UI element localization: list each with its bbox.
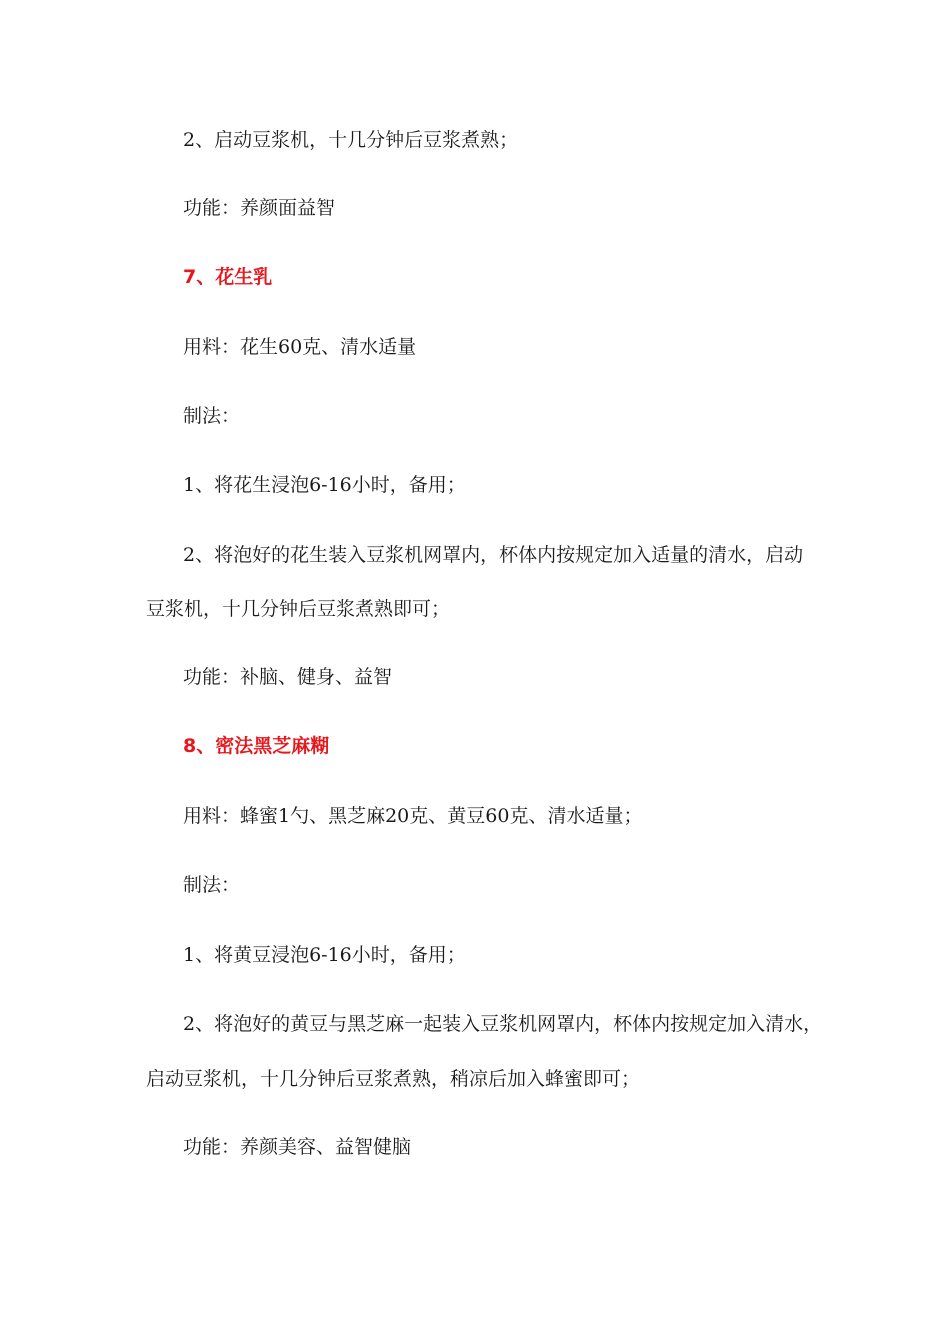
ingredients-line-8: 用料：蜂蜜1勺、黑芝麻20克、黄豆60克、清水适量； — [183, 805, 643, 827]
step-2-line-7: 2、将泡好的花生装入豆浆机网罩内，杯体内按规定加入适量的清水，启动 — [183, 544, 804, 566]
recipe-heading-7: 7、花生乳 — [183, 266, 273, 288]
function-line-8: 功能：养颜美容、益智健脑 — [183, 1136, 412, 1158]
step-1-line-8: 1、将黄豆浸泡6-16小时，备用； — [183, 944, 466, 966]
method-label-7: 制法： — [183, 405, 241, 427]
method-label-8: 制法： — [183, 874, 241, 896]
function-line-6: 功能：养颜面益智 — [183, 197, 336, 219]
step-2-line-8: 2、将泡好的黄豆与黑芝麻一起装入豆浆机网罩内，杯体内按规定加入清水， — [183, 1013, 823, 1035]
ingredients-line-7: 用料：花生60克、清水适量 — [183, 336, 417, 358]
step-2-start-machine: 2、启动豆浆机，十几分钟后豆浆煮熟； — [183, 129, 519, 151]
function-line-7: 功能：补脑、健身、益智 — [183, 666, 393, 688]
step-1-line-7: 1、将花生浸泡6-16小时，备用； — [183, 474, 466, 496]
step-2-continuation-8: 启动豆浆机，十几分钟后豆浆煮熟，稍凉后加入蜂蜜即可； — [146, 1068, 641, 1090]
recipe-heading-8: 8、密法黑芝麻糊 — [183, 735, 330, 757]
step-2-continuation-7: 豆浆机，十几分钟后豆浆煮熟即可； — [146, 598, 451, 620]
